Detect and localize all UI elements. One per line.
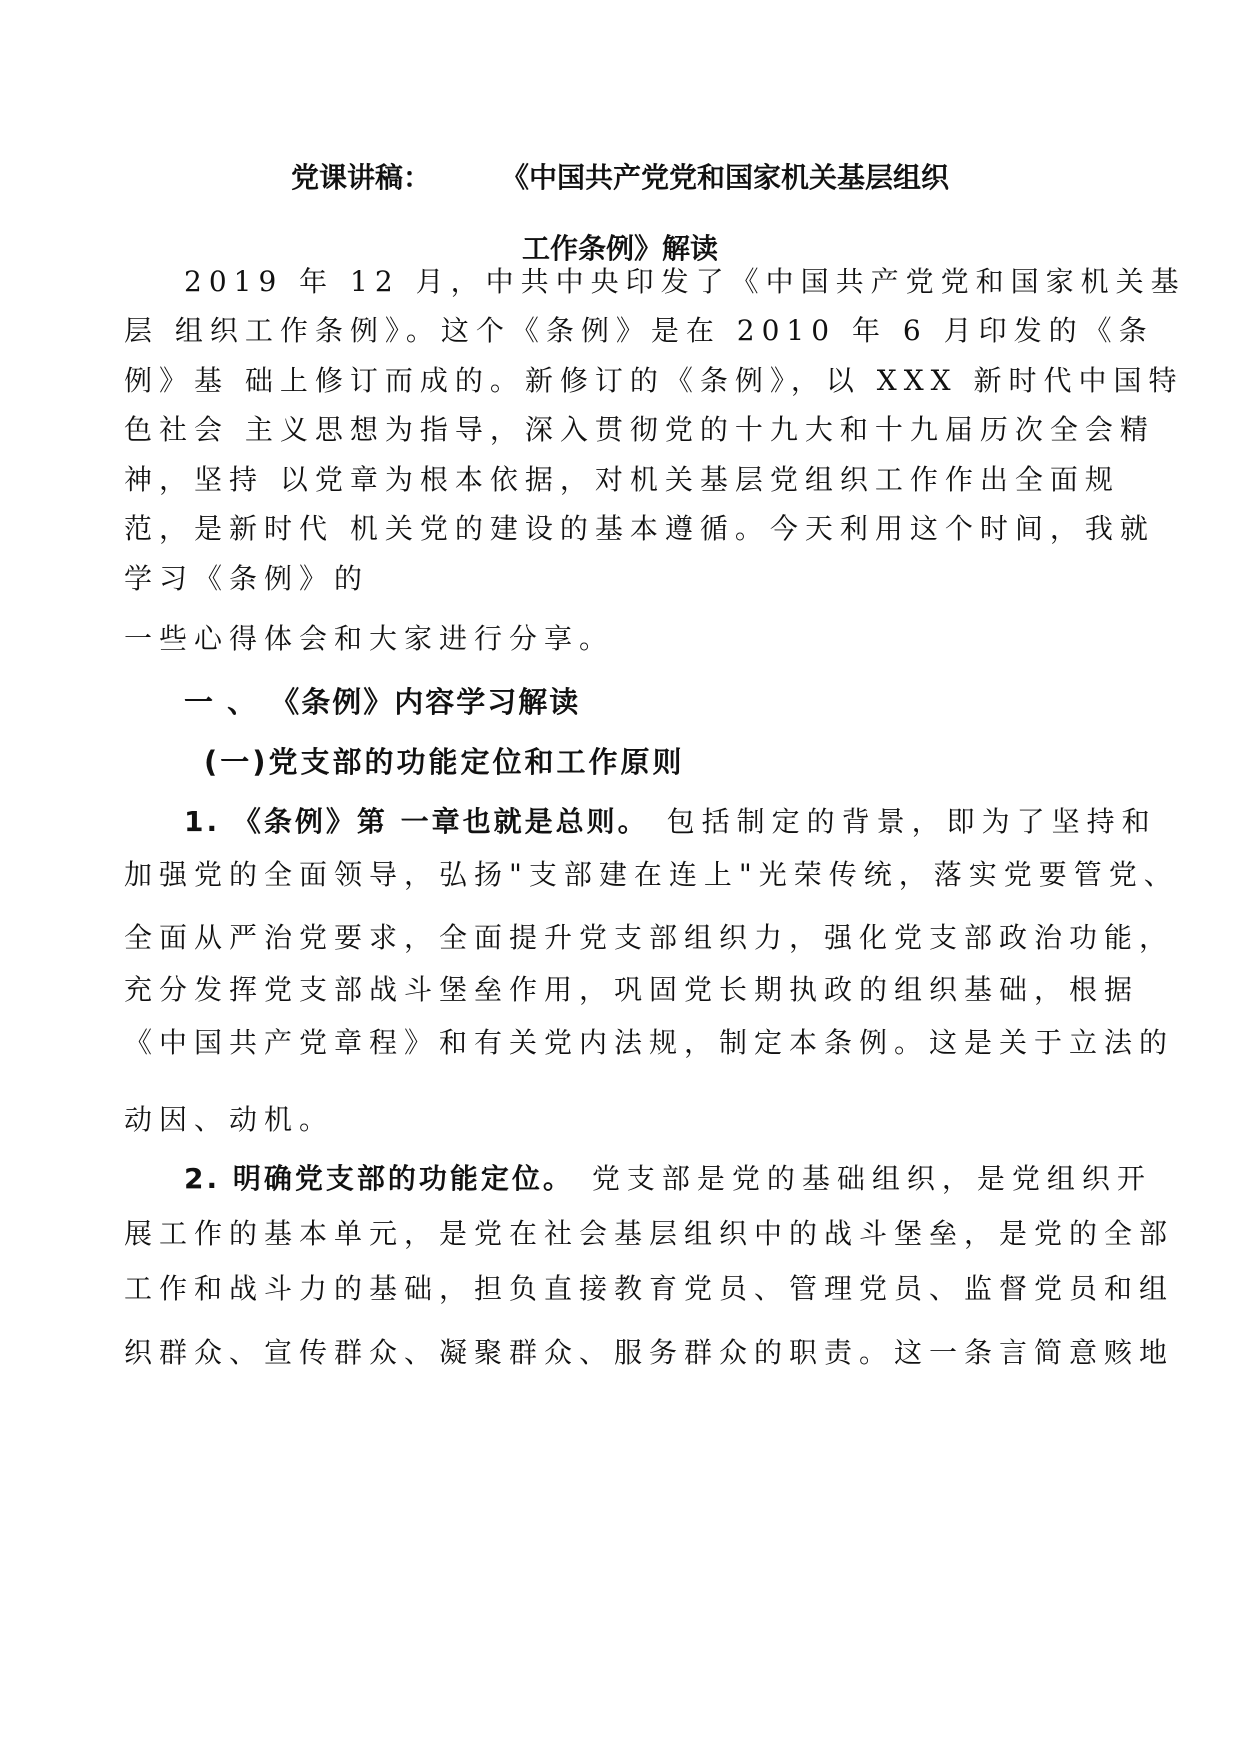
item1-line-6: 动因、动机。 <box>124 1103 335 1136</box>
item2-line-2: 展工作的基本单元，是党在社会基层组织中的战斗堡垒，是党的全部 <box>124 1217 1175 1250</box>
item1-line-1 <box>184 803 1157 841</box>
intro-line-5: 神，坚持 以党章为根本依据，对机关基层党组织工作作出全面规 <box>124 463 1120 496</box>
subsection-heading: (一)党支部的功能定位和工作原则 <box>204 745 685 779</box>
item2-line-1 <box>184 1160 1152 1198</box>
document-title-line-2: 工作条例》解读 <box>521 232 718 265</box>
title-prefix: 党课讲稿： <box>290 161 431 194</box>
intro-line-6: 范，是新时代 机关党的建设的基本遵循。今天利用这个时间，我就 <box>124 512 1155 545</box>
intro-line-4: 色社会 主义思想为指导，深入贯彻党的十九大和十九届历次全会精 <box>124 413 1155 446</box>
item2-line-3: 工作和战斗力的基础，担负直接教育党员、管理党员、监督党员和组 <box>124 1272 1175 1305</box>
item1-line-3: 全面从严治党要求，全面提升党支部组织力，强化党支部政治功能， <box>124 921 1175 954</box>
section-heading: 一 、 《条例》内容学习解读 <box>184 685 581 719</box>
item2-text: 党支部是党的基础组织，是党组织开 <box>591 1162 1152 1195</box>
item1-lead: 1. 《条例》第 一章也就是总则。 <box>184 805 649 838</box>
intro-line-3: 例》基 础上修订而成的。新修订的《条例》，以 XXX 新时代中国特 <box>124 364 1184 397</box>
document-title-line-1 <box>0 150 1240 206</box>
title-main: 《中国共产党党和国家机关基层组织 <box>501 161 950 194</box>
item1-line-4: 充分发挥党支部战斗堡垒作用，巩固党长期执政的组织基础，根据 <box>124 973 1140 1006</box>
intro-line-1: 2019 年 12 月，中共中央印发了《中国共产党党和国家机关基 <box>184 265 1186 298</box>
intro-line-7: 学习《条例》的 <box>124 562 370 595</box>
item2-line-4: 织群众、宣传群众、凝聚群众、服务群众的职责。这一条言简意赅地 <box>124 1336 1175 1369</box>
intro-line-8: 一些心得体会和大家进行分享。 <box>124 622 615 655</box>
item1-line-2: 加强党的全面领导，弘扬"支部建在连上"光荣传统，落实党要管党、 <box>124 858 1179 891</box>
intro-line-2: 层 组织工作条例》。这个《条例》是在 2010 年 6 月印发的《条 <box>124 314 1154 347</box>
item1-text: 包括制定的背景，即为了坚持和 <box>666 805 1157 838</box>
item1-line-5: 《中国共产党章程》和有关党内法规，制定本条例。这是关于立法的 <box>124 1026 1175 1059</box>
item2-lead: 2. 明确党支部的功能定位。 <box>184 1162 574 1195</box>
